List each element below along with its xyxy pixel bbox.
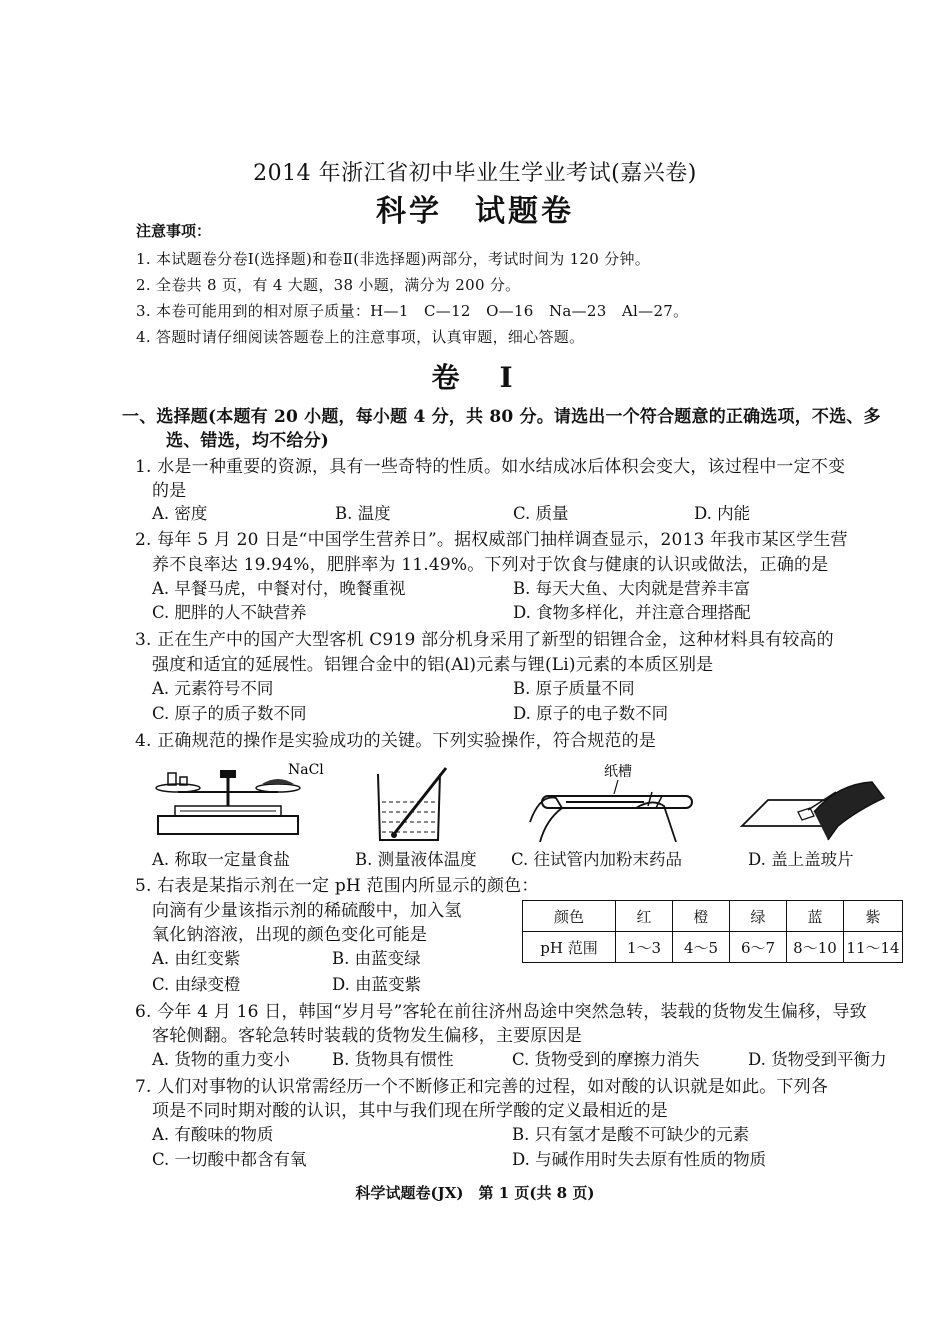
exam-title: 2014 年浙江省初中毕业生学业考试(嘉兴卷) — [253, 161, 697, 186]
question-6-option-c: C. 货物受到的摩擦力消失 — [512, 1050, 700, 1069]
question-2-option-d: D. 食物多样化，并注意合理搭配 — [513, 603, 751, 622]
question-2-stem: 2. 每年 5 月 20 日是“中国学生营养日”。据权威部门抽样调查显示，2013 年我市某区学生营 — [135, 530, 848, 550]
note-item: 3. 本卷可能用到的相对原子质量：H—1 C—12 O—16 Na—23 Al—27。 — [136, 302, 689, 320]
question-6-stem: 6. 今年 4 月 16 日，韩国“岁月号”客轮在前往济州岛途中突然急转，装载的货物发生偏移，导致 — [135, 1002, 867, 1022]
note-item: 2. 全卷共 8 页，有 4 大题，38 小题，满分为 200 分。 — [136, 276, 521, 294]
table-cell: 1～3 — [616, 932, 673, 963]
question-7-option-a: A. 有酸味的物质 — [152, 1125, 274, 1144]
question-7-option-d: D. 与碱作用时失去原有性质的物质 — [512, 1150, 767, 1169]
table-row — [523, 901, 903, 932]
question-7-option-b: B. 只有氢才是酸不可缺少的元素 — [512, 1125, 750, 1144]
question-4-option-d: D. 盖上盖玻片 — [748, 850, 854, 869]
note-item: 1. 本试题卷分卷Ⅰ(选择题)和卷Ⅱ(非选择题)两部分，考试时间为 120 分钟。 — [136, 250, 651, 268]
question-3-option-a: A. 元素符号不同 — [152, 679, 274, 698]
question-3-stem: 3. 正在生产中的国产大型客机 C919 部分机身采用了新型的铝锂合金，这种材料具有较高的 — [135, 630, 834, 650]
question-2-option-a: A. 早餐马虎，中餐对付，晚餐重视 — [152, 579, 406, 598]
question-7-stem-cont: 项是不同时期对酸的认识，其中与我们现在所学酸的定义最相近的是 — [152, 1101, 668, 1121]
question-1-stem-cont: 的是 — [152, 481, 187, 501]
table-cell: 颜色 — [523, 901, 616, 932]
section-title: 卷 Ⅰ — [431, 361, 519, 394]
question-4-stem: 4. 正确规范的操作是实验成功的关键。下列实验操作，符合规范的是 — [135, 731, 657, 751]
question-3-option-d: D. 原子的电子数不同 — [513, 704, 669, 723]
question-5-option-b: B. 由蓝变绿 — [332, 949, 421, 968]
question-5-option-a: A. 由红变紫 — [152, 949, 241, 968]
part-heading-cont: 选、错选，均不给分) — [166, 431, 330, 451]
table-cell: pH 范围 — [523, 932, 616, 963]
table-cell: 紫 — [844, 901, 903, 932]
table-cell: 橙 — [673, 901, 730, 932]
cover-slip-figure — [738, 770, 888, 842]
paper-trough-label: 纸槽 — [604, 764, 632, 780]
ph-color-table — [522, 900, 903, 963]
question-4-option-a: A. 称取一定量食盐 — [152, 850, 290, 869]
notes-heading: 注意事项： — [136, 222, 212, 240]
question-2-option-b: B. 每天大鱼、大肉就是营养丰富 — [513, 579, 751, 598]
question-6-option-a: A. 货物的重力变小 — [152, 1050, 290, 1069]
question-6-option-b: B. 货物具有惯性 — [332, 1050, 454, 1069]
question-5-stem-cont: 向滴有少量该指示剂的稀硫酸中，加入氢 — [152, 901, 462, 921]
table-cell: 绿 — [730, 901, 787, 932]
question-6-option-d: D. 货物受到平衡力 — [748, 1050, 887, 1069]
question-2-option-c: C. 肥胖的人不缺营养 — [152, 603, 307, 622]
page-footer: 科学试题卷(JX) 第 1 页(共 8 页) — [355, 1184, 595, 1202]
note-item: 4. 答题时请仔细阅读答题卷上的注意事项，认真审题，细心答题。 — [136, 328, 585, 346]
test-tube-figure — [526, 762, 706, 846]
question-1-option-b: B. 温度 — [335, 504, 391, 523]
question-1-option-a: A. 密度 — [152, 504, 208, 523]
table-cell: 8～10 — [787, 932, 844, 963]
question-3-stem-cont: 强度和适宜的延展性。铝锂合金中的铝(Al)元素与锂(Li)元素的本质区别是 — [152, 655, 714, 675]
balance-figure — [150, 758, 324, 843]
question-5-option-d: D. 由蓝变紫 — [332, 975, 422, 994]
table-cell: 11～14 — [844, 932, 903, 963]
question-1-stem: 1. 水是一种重要的资源，具有一些奇特的性质。如水结成冰后体积会变大，该过程中一定不变 — [135, 457, 846, 477]
question-1-option-c: C. 质量 — [513, 504, 569, 523]
table-cell: 4～5 — [673, 932, 730, 963]
question-5-option-c: C. 由绿变橙 — [152, 975, 241, 994]
part-heading: 一、选择题(本题有 20 小题，每小题 4 分，共 80 分。请选出一个符合题意的正确选项，不选、多 — [122, 407, 881, 427]
question-5-stem: 5. 右表是某指示剂在一定 pH 范围内所显示的颜色： — [135, 876, 539, 896]
table-cell: 6～7 — [730, 932, 787, 963]
question-6-stem-cont: 客轮侧翻。客轮急转时装载的货物发生偏移，主要原因是 — [152, 1026, 582, 1046]
question-7-stem: 7. 人们对事物的认识常需经历一个不断修正和完善的过程，如对酸的认识就是如此。下列各 — [135, 1077, 829, 1097]
table-row — [523, 932, 903, 963]
question-1-option-d: D. 内能 — [694, 504, 751, 523]
table-cell: 蓝 — [787, 901, 844, 932]
question-3-option-b: B. 原子质量不同 — [513, 679, 635, 698]
question-4-option-b: B. 测量液体温度 — [355, 850, 477, 869]
table-cell: 红 — [616, 901, 673, 932]
question-3-option-c: C. 原子的质子数不同 — [152, 704, 307, 723]
question-4-option-c: C. 往试管内加粉末药品 — [511, 850, 683, 869]
beaker-figure — [372, 768, 452, 846]
nacl-label: NaCl — [288, 762, 324, 778]
question-2-stem-cont: 养不良率达 19.94%，肥胖率为 11.49%。下列对于饮食与健康的认识或做法，正确的是 — [152, 555, 829, 575]
question-5-stem-cont: 氧化钠溶液，出现的颜色变化可能是 — [152, 925, 428, 945]
exam-subtitle: 科学 试题卷 — [376, 194, 574, 229]
question-7-option-c: C. 一切酸中都含有氧 — [152, 1150, 307, 1169]
